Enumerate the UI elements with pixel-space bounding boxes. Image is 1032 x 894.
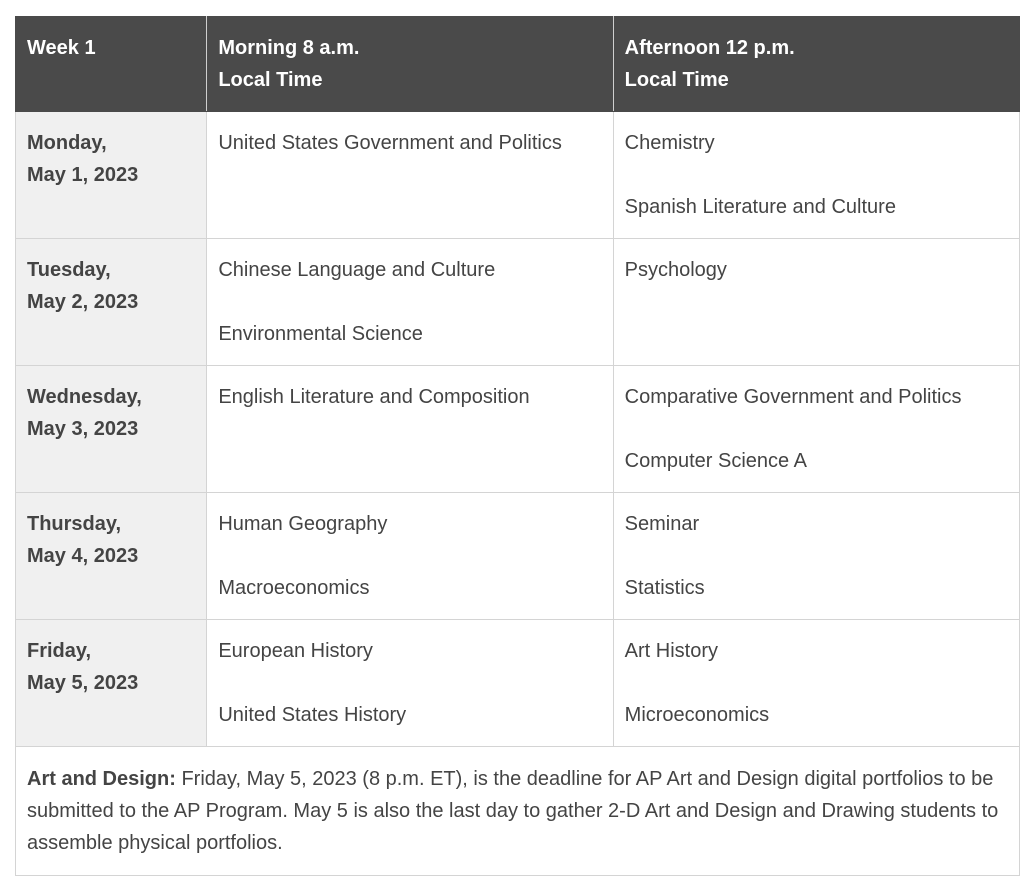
weekday: Monday, (27, 132, 107, 154)
day-cell (16, 366, 207, 493)
exam-name: European History (218, 640, 373, 662)
date: May 3, 2023 (27, 418, 139, 440)
note-row (16, 747, 1020, 876)
afternoon-cell (613, 366, 1019, 493)
exam-name: Computer Science A (624, 450, 807, 472)
exam-name: United States Government and Politics (218, 132, 562, 154)
note-label: Art and Design: (27, 768, 176, 790)
weekday: Wednesday, (27, 386, 142, 408)
weekday: Friday, (27, 640, 92, 662)
day-cell (16, 620, 207, 747)
header-morning-zone: Local Time (218, 69, 323, 91)
exam-name: English Literature and Composition (218, 386, 530, 408)
header-morning-time: Morning 8 a.m. (218, 37, 360, 59)
header-morning (207, 17, 613, 112)
header-afternoon (613, 17, 1019, 112)
header-afternoon-time: Afternoon 12 p.m. (624, 37, 795, 59)
exam-name: Microeconomics (624, 704, 770, 726)
afternoon-cell (613, 239, 1019, 366)
afternoon-cell (613, 112, 1019, 239)
table-row (16, 620, 1020, 747)
exam-name: Chinese Language and Culture (218, 259, 496, 281)
exam-name: United States History (218, 704, 407, 726)
exam-name: Environmental Science (218, 323, 423, 345)
morning-cell (207, 620, 613, 747)
weekday: Thursday, (27, 513, 122, 535)
table-row (16, 366, 1020, 493)
header-afternoon-zone: Local Time (624, 69, 729, 91)
exam-name: Human Geography (218, 513, 388, 535)
date: May 1, 2023 (27, 164, 139, 186)
exam-schedule-table (15, 16, 1020, 876)
morning-cell (207, 112, 613, 239)
day-cell (16, 493, 207, 620)
morning-cell (207, 239, 613, 366)
day-cell (16, 239, 207, 366)
note-text: Friday, May 5, 2023 (8 p.m. ET), is the deadline for AP Art and Design digital portfolios to be submitted to the AP Program. May 5 is also the last day to gather 2-D Art and Design and Drawing students to assemble physical portfolios. (27, 768, 999, 854)
afternoon-cell (613, 620, 1019, 747)
header-row (16, 17, 1020, 112)
art-design-note (16, 747, 1020, 876)
date: May 4, 2023 (27, 545, 139, 567)
table-row (16, 112, 1020, 239)
table-row (16, 493, 1020, 620)
morning-cell (207, 493, 613, 620)
exam-name: Macroeconomics (218, 577, 370, 599)
exam-name: Statistics (624, 577, 705, 599)
weekday: Tuesday, (27, 259, 111, 281)
header-week: Week 1 (16, 17, 207, 112)
exam-name: Comparative Government and Politics (624, 386, 962, 408)
exam-name: Seminar (624, 513, 700, 535)
exam-name: Spanish Literature and Culture (624, 196, 896, 218)
exam-name: Psychology (624, 259, 727, 281)
day-cell (16, 112, 207, 239)
date: May 5, 2023 (27, 672, 139, 694)
exam-name: Chemistry (624, 132, 715, 154)
date: May 2, 2023 (27, 291, 139, 313)
morning-cell (207, 366, 613, 493)
afternoon-cell (613, 493, 1019, 620)
table-row (16, 239, 1020, 366)
exam-name: Art History (624, 640, 718, 662)
